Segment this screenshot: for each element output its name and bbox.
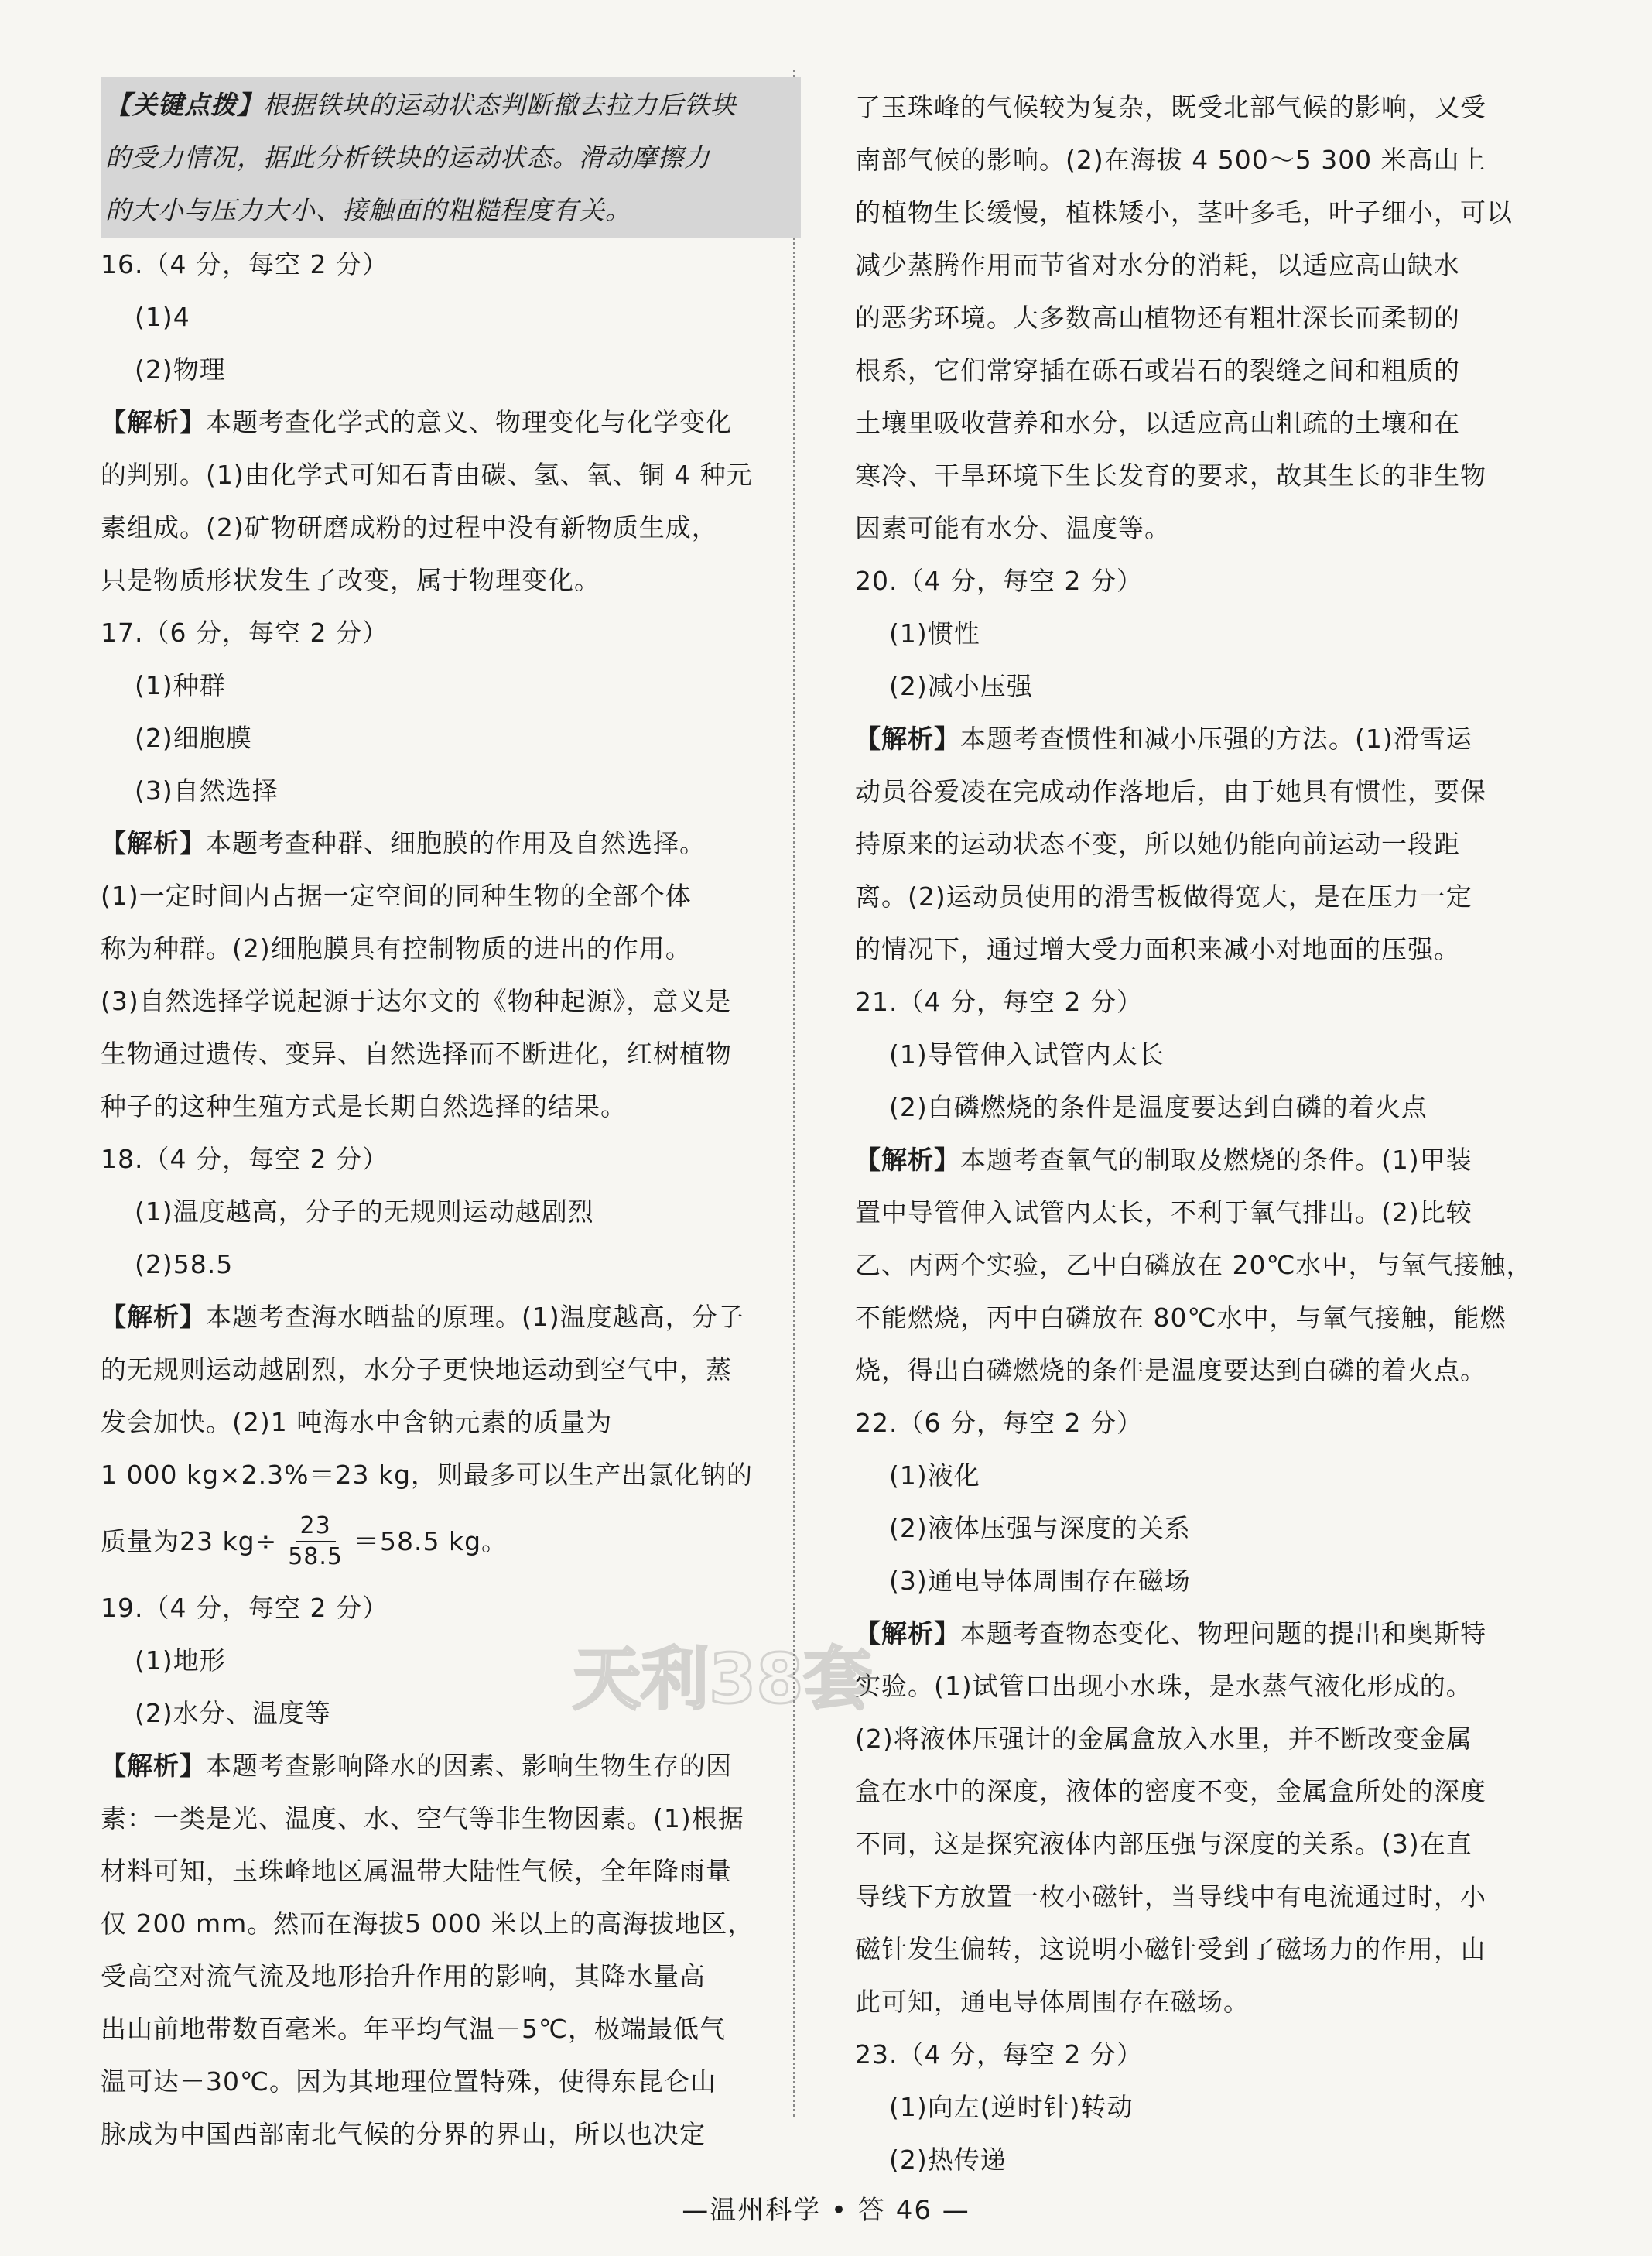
analysis-tag: 【解析】 xyxy=(855,1618,960,1648)
fraction-suffix: ＝58.5 kg。 xyxy=(354,1526,508,1556)
analysis-tag: 【解析】 xyxy=(101,828,206,858)
callout-tag: 【关键点拨】 xyxy=(105,90,263,120)
answer-line: (2)热传递 xyxy=(889,2145,1007,2175)
question-header: 16.（4 分，每空 2 分） xyxy=(101,249,388,279)
fraction-prefix: 质量为23 kg÷ xyxy=(101,1526,278,1556)
analysis-line: 本题考查物态变化、物理问题的提出和奥斯特 xyxy=(960,1618,1486,1648)
analysis-tag: 【解析】 xyxy=(101,407,206,437)
analysis-line: 的植物生长缓慢，植株矮小，茎叶多毛，叶子细小，可以 xyxy=(855,197,1513,228)
callout-line: 的受力情况，据此分析铁块的运动状态。滑动摩擦力 xyxy=(105,142,710,173)
analysis-line: 称为种群。(2)细胞膜具有控制物质的进出的作用。 xyxy=(101,933,692,964)
analysis-line: 素：一类是光、温度、水、空气等非生物因素。(1)根据 xyxy=(101,1803,744,1833)
analysis-line: 仅 200 mm。然而在海拔5 000 米以上的高海拔地区， xyxy=(101,1909,754,1939)
analysis-line: 持原来的运动状态不变，所以她仍能向前运动一段距 xyxy=(855,829,1460,859)
analysis-line: 本题考查海水晒盐的原理。(1)温度越高，分子 xyxy=(206,1302,744,1332)
analysis-line: 减少蒸腾作用而节省对水分的消耗，以适应高山缺水 xyxy=(855,250,1460,280)
question-header: 18.（4 分，每空 2 分） xyxy=(101,1144,388,1174)
analysis-line: 温可达－30℃。因为其地理位置特殊，使得东昆仑山 xyxy=(101,2066,717,2097)
analysis-line: 不同，这是探究液体内部压强与深度的关系。(3)在直 xyxy=(855,1829,1472,1859)
analysis-line: 磁针发生偏转，这说明小磁针受到了磁场力的作用，由 xyxy=(855,1934,1486,1964)
answer-line: (2)58.5 xyxy=(135,1249,234,1279)
analysis-line: 材料可知，玉珠峰地区属温带大陆性气候，全年降雨量 xyxy=(101,1856,732,1886)
analysis-tag: 【解析】 xyxy=(101,1751,206,1781)
answer-line: (2)白磷燃烧的条件是温度要达到白磷的着火点 xyxy=(889,1092,1428,1122)
answer-line: (2)物理 xyxy=(135,354,226,385)
answer-line: (1)导管伸入试管内太长 xyxy=(889,1039,1165,1070)
analysis-line: 本题考查化学式的意义、物理变化与化学变化 xyxy=(206,407,732,437)
key-point-callout xyxy=(101,77,801,238)
analysis-line: 的无规则运动越剧烈，水分子更快地运动到空气中，蒸 xyxy=(101,1354,732,1385)
callout-line: 的大小与压力大小、接触面的粗糙程度有关。 xyxy=(105,195,631,225)
analysis-tag: 【解析】 xyxy=(855,724,960,754)
answer-line: (1)惯性 xyxy=(889,618,980,649)
analysis-line: 的恶劣环境。大多数高山植物还有粗壮深长而柔韧的 xyxy=(855,303,1460,333)
answer-line: (1)液化 xyxy=(889,1460,980,1491)
analysis-line: 1 000 kg×2.3%＝23 kg，则最多可以生产出氯化钠的 xyxy=(101,1460,754,1490)
answer-line: (1)地形 xyxy=(135,1645,226,1676)
answer-line: (3)自然选择 xyxy=(135,775,279,806)
question-16 xyxy=(101,238,801,607)
analysis-line: 的判别。(1)由化学式可知石青由碳、氢、氧、铜 4 种元 xyxy=(101,460,753,490)
question-22 xyxy=(855,1397,1555,2028)
question-header: 23.（4 分，每空 2 分） xyxy=(855,2039,1143,2069)
analysis-line: 的情况下，通过增大受力面积来减小对地面的压强。 xyxy=(855,934,1460,964)
answer-line: (1)向左(逆时针)转动 xyxy=(889,2092,1134,2122)
fraction xyxy=(283,1511,347,1572)
answer-line: (2)细胞膜 xyxy=(135,723,252,753)
page-footer: —温州科学 • 答 46 — xyxy=(682,2195,970,2226)
analysis-tag: 【解析】 xyxy=(101,1302,206,1332)
right-column xyxy=(855,81,1555,2186)
question-23 xyxy=(855,2028,1555,2186)
analysis-line: 了玉珠峰的气候较为复杂，既受北部气候的影响，又受 xyxy=(855,92,1486,122)
analysis-line: 只是物质形状发生了改变，属于物理变化。 xyxy=(101,565,600,595)
analysis-line: 烧，得出白磷燃烧的条件是温度要达到白磷的着火点。 xyxy=(855,1355,1486,1385)
answer-line: (1)温度越高，分子的无规则运动越剧烈 xyxy=(135,1196,594,1227)
question-header: 17.（6 分，每空 2 分） xyxy=(101,618,388,648)
fraction-equation xyxy=(101,1501,801,1582)
analysis-line: 根系，它们常穿插在砾石或岩石的裂缝之间和粗质的 xyxy=(855,355,1460,385)
answer-line: (1)种群 xyxy=(135,670,226,700)
analysis-line: 寒冷、干旱环境下生长发育的要求，故其生长的非生物 xyxy=(855,460,1486,491)
analysis-line: 土壤里吸收营养和水分，以适应高山粗疏的土壤和在 xyxy=(855,408,1460,438)
analysis-line: 不能燃烧，丙中白磷放在 80℃水中，与氧气接触，能燃 xyxy=(855,1303,1507,1333)
question-20 xyxy=(855,555,1555,976)
analysis-line: 本题考查惯性和减小压强的方法。(1)滑雪运 xyxy=(960,724,1472,754)
question-21 xyxy=(855,976,1555,1397)
analysis-line: (1)一定时间内占据一定空间的同种生物的全部个体 xyxy=(101,881,692,911)
analysis-line: (3)自然选择学说起源于达尔文的《物种起源》，意义是 xyxy=(101,986,732,1016)
analysis-line: 本题考查影响降水的因素、影响生物生存的因 xyxy=(206,1751,732,1781)
analysis-line: 发会加快。(2)1 吨海水中含钠元素的质量为 xyxy=(101,1407,613,1437)
analysis-line: 实验。(1)试管口出现小水珠，是水蒸气液化形成的。 xyxy=(855,1671,1472,1701)
question-19-continued xyxy=(855,81,1555,555)
analysis-line: 受高空对流气流及地形抬升作用的影响，其降水量高 xyxy=(101,1961,706,1991)
question-header: 19.（4 分，每空 2 分） xyxy=(101,1593,388,1623)
analysis-line: 本题考查种群、细胞膜的作用及自然选择。 xyxy=(206,828,706,858)
answer-line: (1)4 xyxy=(135,302,190,332)
analysis-line: 盒在水中的深度，液体的密度不变，金属盒所处的深度 xyxy=(855,1776,1486,1806)
analysis-line: 动员谷爱凌在完成动作落地后，由于她具有惯性，要保 xyxy=(855,776,1486,806)
analysis-line: 本题考查氧气的制取及燃烧的条件。(1)甲装 xyxy=(960,1145,1472,1175)
question-header: 22.（6 分，每空 2 分） xyxy=(855,1408,1143,1438)
fraction-denominator: 58.5 xyxy=(288,1543,343,1570)
analysis-line: 生物通过遗传、变异、自然选择而不断进化，红树植物 xyxy=(101,1039,732,1069)
answer-line: (2)减小压强 xyxy=(889,671,1033,701)
question-header: 21.（4 分，每空 2 分） xyxy=(855,987,1143,1017)
fraction-numerator: 23 xyxy=(296,1511,336,1542)
answer-line: (2)液体压强与深度的关系 xyxy=(889,1513,1191,1543)
analysis-line: 置中导管伸入试管内太长，不利于氧气排出。(2)比较 xyxy=(855,1197,1472,1227)
analysis-tag: 【解析】 xyxy=(855,1145,960,1175)
answer-line: (2)水分、温度等 xyxy=(135,1698,331,1728)
analysis-line: 离。(2)运动员使用的滑雪板做得宽大，是在压力一定 xyxy=(855,882,1472,912)
question-18 xyxy=(101,1133,801,1582)
left-column xyxy=(101,77,801,2161)
question-header: 20.（4 分，每空 2 分） xyxy=(855,566,1143,596)
question-19 xyxy=(101,1582,801,2161)
analysis-line: 此可知，通电导体周围存在磁场。 xyxy=(855,1987,1250,2017)
analysis-line: 出山前地带数百毫米。年平均气温－5℃，极端最低气 xyxy=(101,2014,727,2044)
analysis-line: 素组成。(2)矿物研磨成粉的过程中没有新物质生成， xyxy=(101,512,718,543)
watermark-text: 天利38套 xyxy=(573,1639,872,1719)
analysis-line: 种子的这种生殖方式是长期自然选择的结果。 xyxy=(101,1091,627,1121)
analysis-line: 因素可能有水分、温度等。 xyxy=(855,513,1171,543)
question-17 xyxy=(101,607,801,1133)
analysis-line: 脉成为中国西部南北气候的分界的界山，所以也决定 xyxy=(101,2119,706,2149)
analysis-line: 乙、丙两个实验，乙中白磷放在 20℃水中，与氧气接触， xyxy=(855,1250,1533,1280)
analysis-line: (2)将液体压强计的金属盒放入水里，并不断改变金属 xyxy=(855,1724,1472,1754)
analysis-line: 导线下方放置一枚小磁针，当导线中有电流通过时，小 xyxy=(855,1881,1486,1912)
callout-line: 根据铁块的运动状态判断撤去拉力后铁块 xyxy=(263,90,737,120)
answer-line: (3)通电导体周围存在磁场 xyxy=(889,1566,1191,1596)
analysis-line: 南部气候的影响。(2)在海拔 4 500～5 300 米高山上 xyxy=(855,145,1486,175)
